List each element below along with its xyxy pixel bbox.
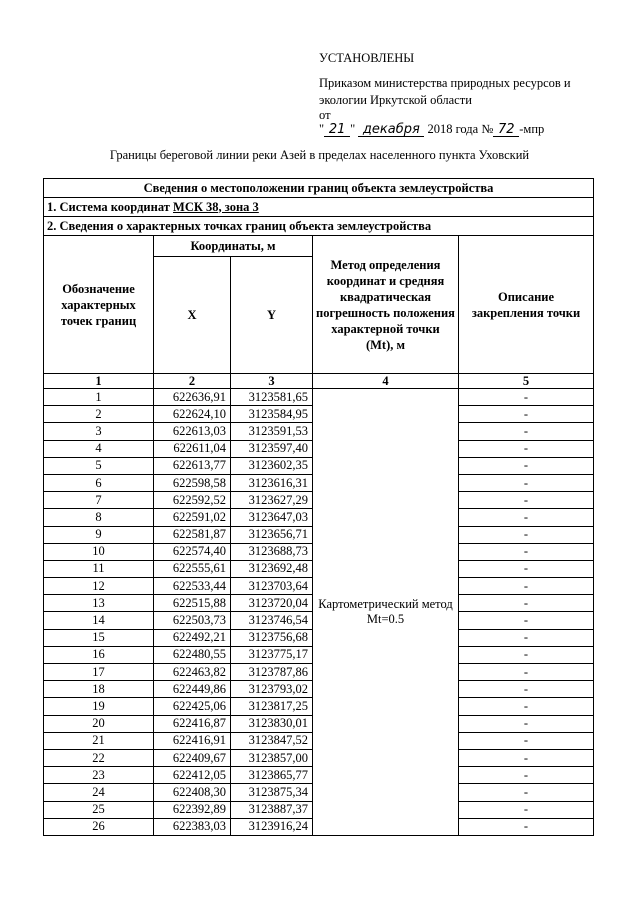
document-subtitle: Границы береговой линии реки Азей в пределах населенного пункта Уховский — [109, 148, 530, 162]
approval-title: УСТАНОВЛЕНЫ — [319, 51, 415, 65]
handwritten-order-number: 72 — [493, 123, 519, 137]
description-cell: - — [459, 509, 594, 526]
header-coordinates: Координаты, м — [154, 236, 313, 257]
point-number-cell: 19 — [44, 698, 154, 715]
description-cell: - — [459, 698, 594, 715]
column-number-4: 4 — [313, 374, 459, 389]
point-number-cell: 17 — [44, 664, 154, 681]
column-number-3: 3 — [231, 374, 313, 389]
x-coordinate-cell: 622555,61 — [154, 560, 231, 577]
y-coordinate-cell: 3123887,37 — [231, 801, 313, 818]
x-coordinate-cell: 622480,55 — [154, 646, 231, 663]
y-coordinate-cell: 3123597,40 — [231, 440, 313, 457]
point-number-cell: 15 — [44, 629, 154, 646]
description-cell: - — [459, 578, 594, 595]
y-coordinate-cell: 3123581,65 — [231, 389, 313, 406]
approval-date-line — [319, 121, 571, 138]
x-coordinate-cell: 622613,03 — [154, 423, 231, 440]
header-x: X — [154, 257, 231, 374]
description-cell: - — [459, 715, 594, 732]
description-cell: - — [459, 784, 594, 801]
description-cell: - — [459, 389, 594, 406]
y-coordinate-cell: 3123602,35 — [231, 457, 313, 474]
point-number-cell: 11 — [44, 560, 154, 577]
x-coordinate-cell: 622581,87 — [154, 526, 231, 543]
point-number-cell: 14 — [44, 612, 154, 629]
x-coordinate-cell: 622425,06 — [154, 698, 231, 715]
approval-ot: от — [319, 108, 331, 122]
boundary-table — [43, 178, 594, 836]
description-cell: - — [459, 681, 594, 698]
column-number-row — [44, 374, 594, 389]
description-cell: - — [459, 526, 594, 543]
x-coordinate-cell: 622533,44 — [154, 578, 231, 595]
coord-system-value: МСК 38, зона 3 — [173, 199, 259, 214]
description-cell: - — [459, 749, 594, 766]
y-coordinate-cell: 3123916,24 — [231, 818, 313, 835]
header-method: Метод определения координат и средняя квадратическая погрешность положения характерной точки (Mt), м — [313, 236, 459, 374]
handwritten-day: 21 — [324, 123, 350, 137]
quote-open: " — [319, 122, 325, 136]
approval-block — [319, 50, 571, 138]
y-coordinate-cell: 3123830,01 — [231, 715, 313, 732]
point-number-cell: 12 — [44, 578, 154, 595]
x-coordinate-cell: 622492,21 — [154, 629, 231, 646]
description-cell: - — [459, 612, 594, 629]
description-cell: - — [459, 560, 594, 577]
point-number-cell: 26 — [44, 818, 154, 835]
point-number-cell: 5 — [44, 457, 154, 474]
section-row-3 — [44, 217, 594, 236]
x-coordinate-cell: 622636,91 — [154, 389, 231, 406]
y-coordinate-cell: 3123688,73 — [231, 543, 313, 560]
section-location-title: Сведения о местоположении границ объекта землеустройства — [44, 179, 594, 198]
y-coordinate-cell: 3123584,95 — [231, 406, 313, 423]
description-cell: - — [459, 767, 594, 784]
point-number-cell: 21 — [44, 732, 154, 749]
y-coordinate-cell: 3123875,34 — [231, 784, 313, 801]
description-cell: - — [459, 818, 594, 835]
y-coordinate-cell: 3123692,48 — [231, 560, 313, 577]
x-coordinate-cell: 622574,40 — [154, 543, 231, 560]
y-coordinate-cell: 3123720,04 — [231, 595, 313, 612]
table-row — [44, 389, 594, 406]
point-number-cell: 13 — [44, 595, 154, 612]
y-coordinate-cell: 3123775,17 — [231, 646, 313, 663]
section-row-1 — [44, 179, 594, 198]
description-cell: - — [459, 801, 594, 818]
y-coordinate-cell: 3123817,25 — [231, 698, 313, 715]
x-coordinate-cell: 622515,88 — [154, 595, 231, 612]
point-number-cell: 9 — [44, 526, 154, 543]
y-coordinate-cell: 3123847,52 — [231, 732, 313, 749]
y-coordinate-cell: 3123616,31 — [231, 474, 313, 491]
description-cell: - — [459, 474, 594, 491]
x-coordinate-cell: 622416,87 — [154, 715, 231, 732]
x-coordinate-cell: 622416,91 — [154, 732, 231, 749]
y-coordinate-cell: 3123591,53 — [231, 423, 313, 440]
column-number-5: 5 — [459, 374, 594, 389]
header-y: Y — [231, 257, 313, 374]
point-number-cell: 4 — [44, 440, 154, 457]
x-coordinate-cell: 622592,52 — [154, 492, 231, 509]
point-number-cell: 6 — [44, 474, 154, 491]
y-coordinate-cell: 3123857,00 — [231, 749, 313, 766]
section-row-2 — [44, 198, 594, 217]
x-coordinate-cell: 622613,77 — [154, 457, 231, 474]
point-number-cell: 18 — [44, 681, 154, 698]
point-number-cell: 20 — [44, 715, 154, 732]
column-number-2: 2 — [154, 374, 231, 389]
x-coordinate-cell: 622412,05 — [154, 767, 231, 784]
x-coordinate-cell: 622383,03 — [154, 818, 231, 835]
description-cell: - — [459, 423, 594, 440]
x-coordinate-cell: 622409,67 — [154, 749, 231, 766]
column-number-1: 1 — [44, 374, 154, 389]
approval-order-line1: Приказом министерства природных ресурсов и — [319, 76, 571, 90]
point-number-cell: 24 — [44, 784, 154, 801]
point-number-cell: 10 — [44, 543, 154, 560]
description-cell: - — [459, 646, 594, 663]
x-coordinate-cell: 622463,82 — [154, 664, 231, 681]
y-coordinate-cell: 3123865,77 — [231, 767, 313, 784]
x-coordinate-cell: 622591,02 — [154, 509, 231, 526]
description-cell: - — [459, 440, 594, 457]
description-cell: - — [459, 492, 594, 509]
x-coordinate-cell: 622611,04 — [154, 440, 231, 457]
y-coordinate-cell: 3123647,03 — [231, 509, 313, 526]
header-row-1 — [44, 236, 594, 257]
point-number-cell: 3 — [44, 423, 154, 440]
year-text: 2018 года № — [427, 122, 494, 136]
description-cell: - — [459, 595, 594, 612]
point-number-cell: 7 — [44, 492, 154, 509]
y-coordinate-cell: 3123746,54 — [231, 612, 313, 629]
handwritten-month: декабря — [358, 123, 424, 137]
quote-close: " — [350, 122, 356, 136]
x-coordinate-cell: 622598,58 — [154, 474, 231, 491]
header-designation: Обозначение характерных точек границ — [44, 236, 154, 374]
section-coordinate-system — [44, 198, 594, 217]
description-cell: - — [459, 457, 594, 474]
x-coordinate-cell: 622449,86 — [154, 681, 231, 698]
header-description: Описание закрепления точки — [459, 236, 594, 374]
order-suffix: -мпр — [519, 122, 545, 136]
y-coordinate-cell: 3123703,64 — [231, 578, 313, 595]
point-number-cell: 22 — [44, 749, 154, 766]
description-cell: - — [459, 406, 594, 423]
section-points-title: 2. Сведения о характерных точках границ объекта землеустройства — [44, 217, 594, 236]
y-coordinate-cell: 3123656,71 — [231, 526, 313, 543]
approval-order-line2: экологии Иркутской области — [319, 93, 472, 107]
y-coordinate-cell: 3123756,68 — [231, 629, 313, 646]
method-cell: Картометрический метод Mt=0.5 — [313, 389, 459, 836]
point-number-cell: 8 — [44, 509, 154, 526]
description-cell: - — [459, 629, 594, 646]
description-cell: - — [459, 732, 594, 749]
y-coordinate-cell: 3123787,86 — [231, 664, 313, 681]
description-cell: - — [459, 664, 594, 681]
x-coordinate-cell: 622392,89 — [154, 801, 231, 818]
point-number-cell: 16 — [44, 646, 154, 663]
x-coordinate-cell: 622408,30 — [154, 784, 231, 801]
y-coordinate-cell: 3123793,02 — [231, 681, 313, 698]
point-number-cell: 23 — [44, 767, 154, 784]
coord-system-prefix: 1. Система координат — [47, 199, 174, 214]
x-coordinate-cell: 622624,10 — [154, 406, 231, 423]
point-number-cell: 25 — [44, 801, 154, 818]
y-coordinate-cell: 3123627,29 — [231, 492, 313, 509]
point-number-cell: 1 — [44, 389, 154, 406]
x-coordinate-cell: 622503,73 — [154, 612, 231, 629]
description-cell: - — [459, 543, 594, 560]
point-number-cell: 2 — [44, 406, 154, 423]
